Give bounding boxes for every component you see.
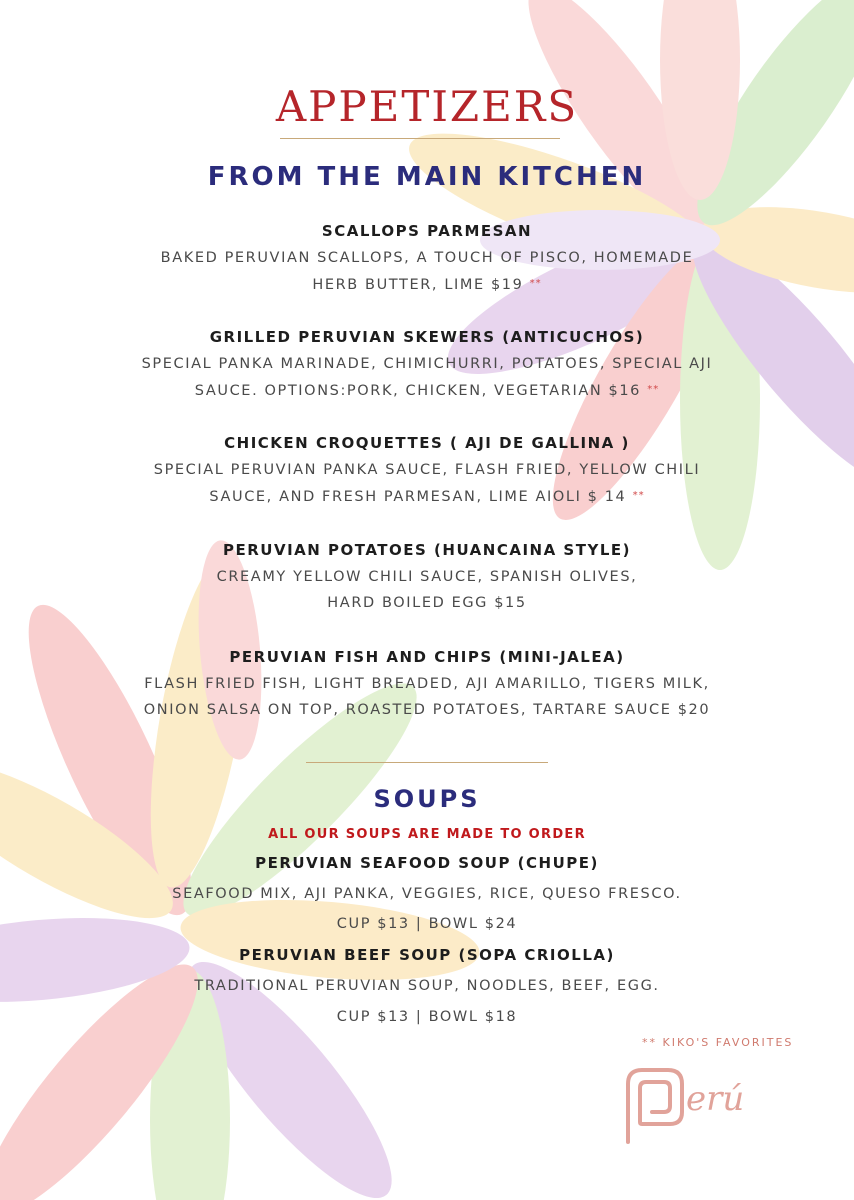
item-desc: SPECIAL PERUVIAN PANKA SAUCE, FLASH FRIED, YELLOW CHILI (153, 462, 701, 478)
soup-desc: SEAFOOD MIX, AJI PANKA, VEGGIES, RICE, QUESO FRESCO. (172, 886, 682, 902)
favorite-mark: ** (529, 278, 542, 289)
soup-name: PERUVIAN BEEF SOUP (SOPA CRIOLLA) (239, 946, 615, 964)
item-desc: HARD BOILED EGG $15 (327, 595, 527, 611)
section-heading: FROM THE MAIN KITCHEN (207, 162, 647, 192)
section-divider (306, 762, 548, 763)
favorite-mark: ** (632, 490, 645, 501)
favorite-mark: ** (647, 384, 660, 395)
item-desc: FLASH FRIED FISH, LIGHT BREADED, AJI AMARILLO, TIGERS MILK, (144, 676, 710, 692)
item-desc: HERB BUTTER, LIME $19 ** (312, 277, 542, 293)
item-desc: CREAMY YELLOW CHILI SAUCE, SPANISH OLIVES, (216, 569, 638, 585)
item-name: PERUVIAN POTATOES (HUANCAINA STYLE) (223, 541, 631, 559)
item-name: CHICKEN CROQUETTES ( AJI DE GALLINA ) (224, 434, 630, 452)
item-desc: ONION SALSA ON TOP, ROASTED POTATOES, TARTARE SAUCE $20 (143, 702, 711, 718)
item-name: PERUVIAN FISH AND CHIPS (MINI-JALEA) (229, 648, 625, 666)
soup-price: CUP $13 | BOWL $18 (336, 1009, 518, 1025)
soup-desc: TRADITIONAL PERUVIAN SOUP, NOODLES, BEEF, EGG. (194, 978, 660, 994)
page-title: APPETIZERS (275, 82, 579, 131)
item-desc: SAUCE. OPTIONS:PORK, CHICKEN, VEGETARIAN $16 ** (194, 383, 660, 399)
item-desc: SAUCE, AND FRESH PARMESAN, LIME AIOLI $ 14 ** (209, 489, 645, 505)
soup-price: CUP $13 | BOWL $24 (336, 916, 518, 932)
title-divider (280, 138, 560, 139)
soup-name: PERUVIAN SEAFOOD SOUP (CHUPE) (255, 854, 599, 872)
item-desc: BAKED PERUVIAN SCALLOPS, A TOUCH OF PISCO, HOMEMADE (160, 250, 694, 266)
logo-text: erú (686, 1079, 745, 1119)
item-name: GRILLED PERUVIAN SKEWERS (ANTICUCHOS) (209, 328, 645, 346)
item-desc: SPECIAL PANKA MARINADE, CHIMICHURRI, POTATOES, SPECIAL AJI (141, 356, 713, 372)
soups-note: ALL OUR SOUPS ARE MADE TO ORDER (268, 827, 586, 842)
item-name: SCALLOPS PARMESAN (321, 222, 533, 240)
favorites-legend: ** KIKO'S FAVORITES (642, 1036, 794, 1049)
peru-logo (612, 1062, 782, 1156)
soups-heading: SOUPS (373, 785, 481, 813)
